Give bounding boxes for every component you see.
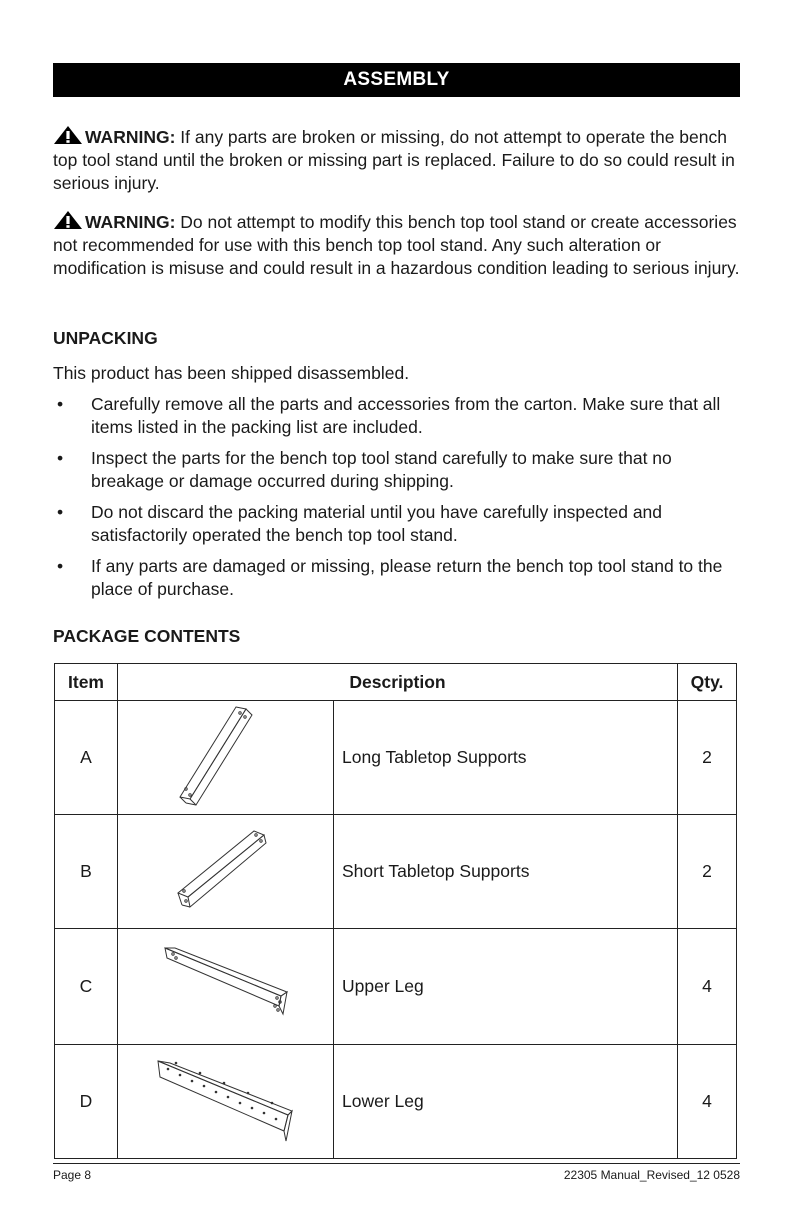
description-column-header: Description xyxy=(118,664,678,701)
warning-label: WARNING: xyxy=(85,127,176,147)
list-item: • Do not discard the packing material until you have carefully inspected and satisfactorily operated the bench top tool stand. xyxy=(57,502,663,545)
table-header-row xyxy=(55,664,737,701)
table-row xyxy=(55,701,737,815)
part-image-cell xyxy=(118,815,334,929)
table-row xyxy=(55,929,737,1045)
list-item: • Carefully remove all the parts and accessories from the carton. Make sure that all items listed in the packing list are included. xyxy=(57,394,721,437)
list-item: • If any parts are damaged or missing, please return the bench top tool stand to the place of purchase. xyxy=(57,556,723,599)
long-tabletop-support-icon xyxy=(166,703,286,807)
section-header: ASSEMBLY xyxy=(53,63,740,97)
qty-cell: 4 xyxy=(678,1045,737,1159)
item-cell: C xyxy=(55,929,118,1045)
warning-text: If any parts are broken or missing, do not attempt to operate the bench top tool stand until the broken or missing part is replaced. Failure to do so could result in serious injury. xyxy=(53,127,735,193)
warning-triangle-icon xyxy=(53,125,83,145)
qty-cell: 2 xyxy=(678,701,737,815)
page-number: Page 8 xyxy=(53,1168,92,1182)
item-column-header: Item xyxy=(55,664,118,701)
item-cell: B xyxy=(55,815,118,929)
bullet-icon: • xyxy=(57,394,64,414)
description-cell: Lower Leg xyxy=(334,1045,678,1159)
description-cell: Short Tabletop Supports xyxy=(334,815,678,929)
qty-cell: 2 xyxy=(678,815,737,929)
description-cell: Upper Leg xyxy=(334,929,678,1045)
bullet-icon: • xyxy=(57,502,64,522)
package-contents-title: PACKAGE CONTENTS xyxy=(53,626,241,646)
warning-triangle-icon xyxy=(53,210,83,230)
item-cell: D xyxy=(55,1045,118,1159)
unpacking-intro: This product has been shipped disassembled. xyxy=(53,363,410,383)
short-tabletop-support-icon xyxy=(166,817,286,921)
unpacking-list xyxy=(53,393,743,609)
list-item: • Inspect the parts for the bench top tool stand carefully to make sure that no breakage or damage occurred during shipping. xyxy=(57,448,672,491)
bullet-icon: • xyxy=(57,556,64,576)
part-image-cell xyxy=(118,1045,334,1159)
warning-paragraph-1 xyxy=(53,125,743,195)
item-cell: A xyxy=(55,701,118,815)
lower-leg-icon xyxy=(146,1049,306,1149)
document-id: 22305 Manual_Revised_12 0528 xyxy=(563,1168,740,1182)
qty-cell: 4 xyxy=(678,929,737,1045)
part-image-cell xyxy=(118,929,334,1045)
warning-paragraph-2 xyxy=(53,210,743,280)
table-row xyxy=(55,815,737,929)
unpacking-title: UNPACKING xyxy=(53,328,158,348)
warning-label: WARNING: xyxy=(85,212,176,232)
footer-divider xyxy=(53,1163,740,1164)
part-image-cell xyxy=(118,701,334,815)
package-contents-table xyxy=(54,663,737,1159)
upper-leg-icon xyxy=(151,934,301,1034)
bullet-icon: • xyxy=(57,448,64,468)
warning-text: Do not attempt to modify this bench top tool stand or create accessories not recommended for use with this bench top tool stand. Any such alteration or modification is misuse and could result in a hazardous condition leading to serious injury. xyxy=(53,212,740,278)
qty-column-header: Qty. xyxy=(678,664,737,701)
table-row xyxy=(55,1045,737,1159)
description-cell: Long Tabletop Supports xyxy=(334,701,678,815)
